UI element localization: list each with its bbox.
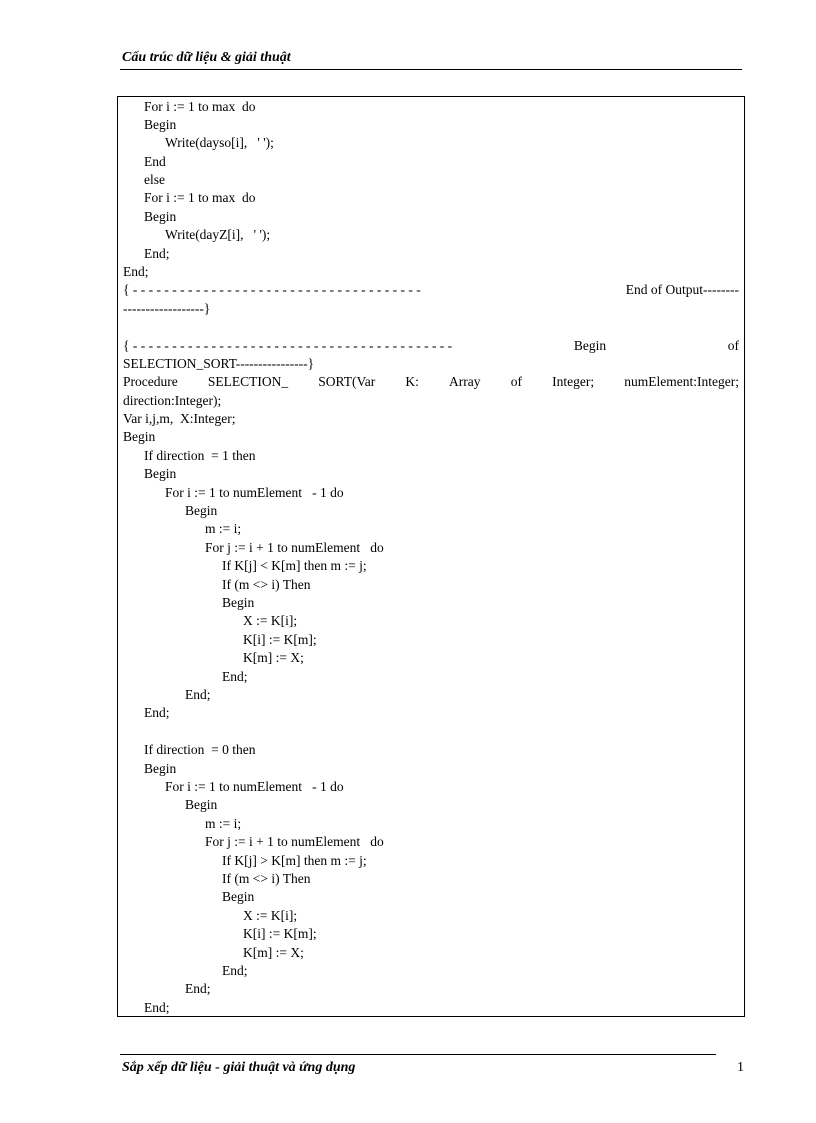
page-header-title: Cấu trúc dữ liệu & giải thuật [122, 50, 291, 65]
code-line: For i := 1 to max do [144, 190, 256, 205]
code-line: For j := i + 1 to numElement do [205, 540, 384, 555]
code-line: K[i] := K[m]; [243, 632, 317, 647]
code-line: Begin [222, 595, 255, 610]
code-word: K: [405, 374, 419, 389]
code-line: else [144, 172, 165, 187]
code-line: For i := 1 to max do [144, 99, 256, 114]
code-word: numElement:Integer; [624, 374, 739, 389]
code-comment-line [123, 281, 739, 299]
code-line: X := K[i]; [243, 908, 298, 923]
code-line: X := K[i]; [243, 613, 298, 628]
code-line: End; [185, 981, 211, 996]
code-line: If (m <> i) Then [222, 577, 311, 592]
header-rule [120, 69, 742, 70]
code-line: Begin [144, 209, 177, 224]
code-procedure-line [123, 373, 739, 391]
code-line: K[i] := K[m]; [243, 926, 317, 941]
code-line: End; [144, 246, 170, 261]
code-comment-line: SELECTION_SORT----------------} [123, 356, 315, 371]
code-line: K[m] := X; [243, 650, 304, 665]
code-line: If K[j] < K[m] then m := j; [222, 558, 367, 573]
code-word: SORT(Var [318, 374, 376, 389]
page-number: 1 [737, 1060, 744, 1075]
page-footer-title: Sắp xếp dữ liệu - giải thuật và ứng dụng [122, 1060, 356, 1075]
comment-dashes: { - - - - - - - - - - - - - - - - - - - - - - - - - - - - - - - - - - - - - - - - - [123, 338, 453, 353]
code-line: End; [144, 705, 170, 720]
code-line: For i := 1 to numElement - 1 do [165, 485, 344, 500]
code-word: SELECTION_ [207, 374, 289, 389]
comment-word: of [727, 338, 739, 353]
code-line: End [144, 154, 166, 169]
code-line: Begin [123, 429, 156, 444]
code-line: End; [222, 963, 248, 978]
code-line: If direction = 1 then [144, 448, 256, 463]
code-line: m := i; [205, 816, 242, 831]
code-line: End; [144, 1000, 170, 1015]
comment-label: End of Output-------- [625, 282, 739, 297]
code-line: K[m] := X; [243, 945, 304, 960]
code-line: If (m <> i) Then [222, 871, 311, 886]
comment-dashes: { - - - - - - - - - - - - - - - - - - - - - - - - - - - - - - - - - - - - - [123, 282, 421, 297]
code-line: Write(dayZ[i], ' '); [165, 227, 271, 242]
code-line: Write(dayso[i], ' '); [165, 135, 274, 150]
code-line: End; [123, 264, 149, 279]
code-line: Begin [185, 503, 218, 518]
code-line: Begin [144, 117, 177, 132]
code-word: Procedure [123, 374, 178, 389]
code-line: For j := i + 1 to numElement do [205, 834, 384, 849]
comment-word: Begin [573, 338, 607, 353]
code-line: For i := 1 to numElement - 1 do [165, 779, 344, 794]
code-line: direction:Integer); [123, 393, 222, 408]
code-line: Begin [144, 466, 177, 481]
code-line: Begin [144, 761, 177, 776]
code-line: End; [185, 687, 211, 702]
code-word: Array [449, 374, 481, 389]
code-comment-line [123, 337, 739, 355]
code-line: Begin [222, 889, 255, 904]
code-line: m := i; [205, 521, 242, 536]
code-word: Integer; [552, 374, 595, 389]
code-line: If direction = 0 then [144, 742, 256, 757]
code-word: of [510, 374, 522, 389]
code-comment-line: ------------------} [123, 301, 211, 316]
footer-rule [120, 1054, 716, 1055]
code-line: Var i,j,m, X:Integer; [123, 411, 236, 426]
code-line: Begin [185, 797, 218, 812]
code-line: If K[j] > K[m] then m := j; [222, 853, 367, 868]
code-line: End; [222, 669, 248, 684]
